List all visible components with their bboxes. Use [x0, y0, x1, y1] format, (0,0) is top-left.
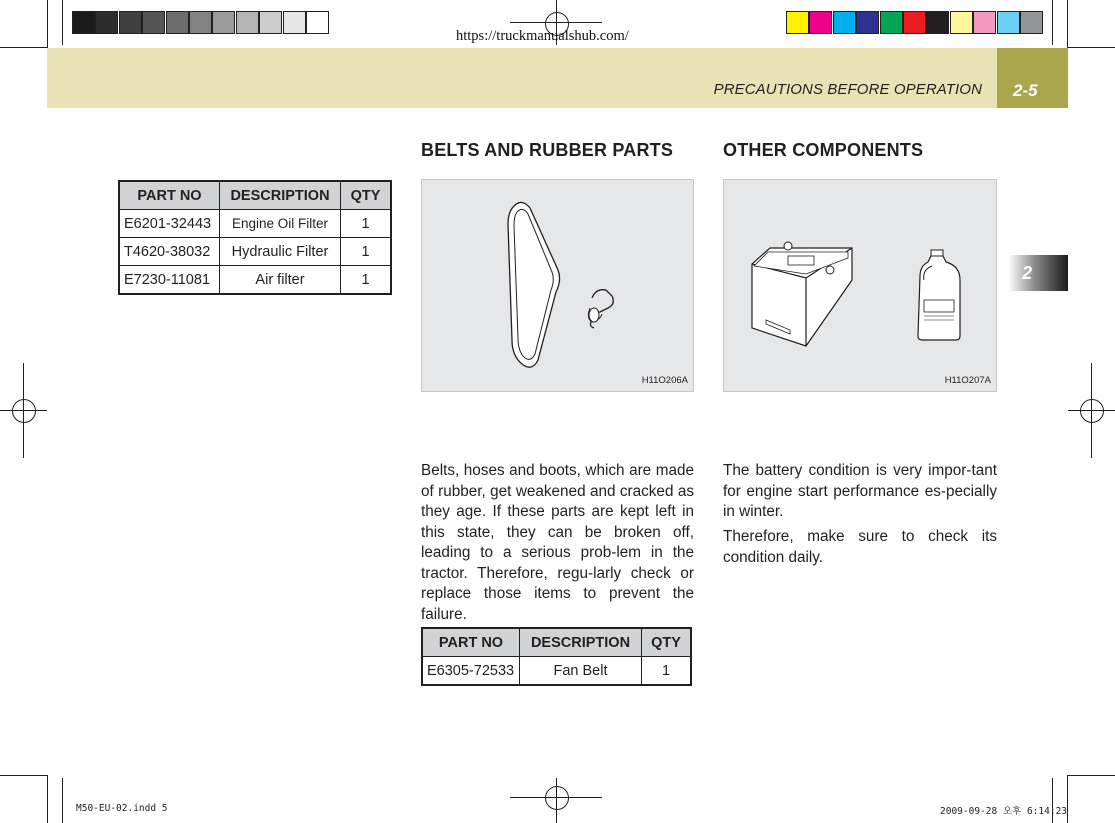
qty-cell: 1 [341, 210, 392, 238]
gray-swatch [166, 11, 189, 34]
registration-mark [12, 399, 36, 423]
color-swatch [997, 11, 1020, 34]
gray-swatch [95, 11, 118, 34]
column-header-qty: QTY [341, 181, 392, 210]
description-cell: Fan Belt [520, 657, 642, 686]
registration-mark [510, 797, 602, 798]
color-swatch [880, 11, 903, 34]
part-no-cell: T4620-38032 [119, 238, 220, 266]
column-header-description: DESCRIPTION [520, 628, 642, 657]
battery-terminal-left [784, 242, 792, 250]
registration-mark [0, 410, 47, 411]
registration-mark [545, 786, 569, 810]
part-no-cell: E6201-32443 [119, 210, 220, 238]
color-swatch [856, 11, 879, 34]
gray-swatch [259, 11, 282, 34]
crop-mark [62, 0, 63, 45]
battery-paragraph-2: Therefore, make sure to check its condition daily. [723, 528, 997, 566]
other-components-figure [723, 179, 997, 392]
hose-opening-shape [589, 308, 599, 322]
crop-mark [62, 778, 63, 823]
color-swatch [903, 11, 926, 34]
table-row [422, 657, 691, 686]
crop-mark [47, 775, 48, 823]
column-header-description: DESCRIPTION [220, 181, 341, 210]
battery-and-fluid-illustration [724, 180, 996, 391]
header-band [47, 48, 997, 108]
color-swatch [926, 11, 949, 34]
belts-section-title: BELTS AND RUBBER PARTS [421, 140, 674, 160]
gray-swatch [119, 11, 142, 34]
gray-swatch [189, 11, 212, 34]
color-swatch [833, 11, 856, 34]
crop-mark [0, 775, 47, 776]
battery-paragraph-1: The battery condition is very impor-tant for engine start performance es-pecially in winter. [723, 462, 997, 520]
figure-code: H11O206A [641, 375, 688, 386]
fluid-jug-cap [931, 250, 943, 256]
fan-belt-inner-shape [514, 209, 553, 359]
qty-cell: 1 [341, 238, 392, 266]
gray-swatch [212, 11, 235, 34]
footer-filename: M50-EU-02.indd 5 [76, 803, 168, 814]
table-row [119, 210, 391, 238]
fan-belt-parts-table [421, 627, 692, 686]
footer-timestamp: 2009-09-28 오후 6:14:23 [940, 806, 1068, 817]
fluid-jug-label [924, 300, 954, 312]
chapter-number: 2 [1022, 263, 1033, 283]
description-cell: Hydraulic Filter [220, 238, 341, 266]
figure-code: H11O207A [944, 375, 991, 386]
battery-terminal-right [826, 266, 834, 274]
fluid-jug-shape [918, 254, 960, 340]
crop-mark [1067, 0, 1068, 48]
registration-mark [556, 778, 557, 823]
description-cell: Engine Oil Filter [220, 210, 341, 238]
description-cell: Air filter [220, 266, 341, 295]
qty-cell: 1 [642, 657, 692, 686]
table-row [119, 238, 391, 266]
registration-mark [1068, 410, 1115, 411]
other-section-title: OTHER COMPONENTS [723, 140, 924, 160]
registration-mark [1080, 399, 1104, 423]
crop-mark [0, 47, 47, 48]
column-header-part-no: PART NO [119, 181, 220, 210]
registration-mark [510, 22, 602, 23]
chapter-tab [1008, 255, 1068, 291]
filters-parts-table [118, 180, 392, 295]
section-header: PRECAUTIONS BEFORE OPERATION [713, 81, 982, 98]
column-header-qty: QTY [642, 628, 692, 657]
gray-swatch [236, 11, 259, 34]
table-row [119, 266, 391, 295]
color-swatch [950, 11, 973, 34]
color-swatch [1020, 11, 1043, 34]
color-swatch [809, 11, 832, 34]
gray-swatch [72, 11, 95, 34]
gray-swatch [306, 11, 329, 34]
crop-mark [47, 0, 48, 48]
gray-swatch [283, 11, 306, 34]
qty-cell: 1 [341, 266, 392, 295]
page-number-tab [997, 48, 1068, 108]
crop-mark [1067, 775, 1068, 823]
belt-and-hose-illustration [422, 180, 693, 391]
color-swatch [786, 11, 809, 34]
crop-mark [1068, 47, 1115, 48]
crop-mark [1068, 775, 1115, 776]
column-header-part-no: PART NO [422, 628, 520, 657]
battery-label-shape [788, 256, 814, 265]
belts-figure [421, 179, 694, 392]
page-number: 2-5 [1013, 81, 1038, 100]
belts-paragraph: Belts, hoses and boots, which are made of rubber, get weakened and cracked as they age. If these parts are kept left in this state, they can be broken off, leading to a serious prob-lem in the tractor. Therefore, regu-larly check or replace those items to prevent the failure. [421, 462, 694, 623]
source-url: https://truckmanualshub.com/ [456, 28, 629, 44]
color-swatch [973, 11, 996, 34]
gray-swatch [142, 11, 165, 34]
part-no-cell: E7230-11081 [119, 266, 220, 295]
crop-mark [1052, 0, 1053, 45]
part-no-cell: E6305-72533 [422, 657, 520, 686]
